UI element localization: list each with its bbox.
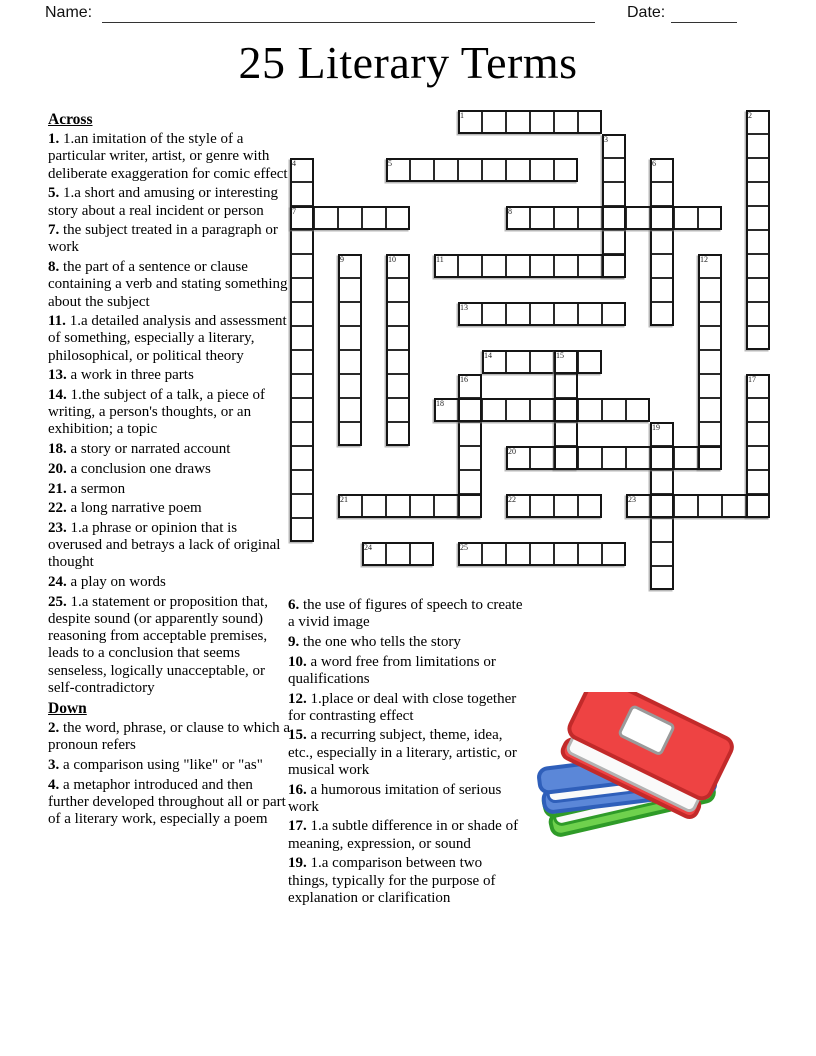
crossword-cell[interactable] [698,374,722,398]
crossword-cell[interactable] [290,446,314,470]
clue-23: 23. 1.a phrase or opinion that is overused and betrays a lack of original thought [48,519,281,571]
clue-number: 8. [48,259,63,276]
crossword-cell[interactable] [602,446,626,470]
across-clue-list [48,131,291,697]
crossword-cell[interactable] [650,158,674,182]
crossword-cell[interactable] [746,422,770,446]
clue-number: 22. [48,500,71,517]
crossword-cell[interactable] [578,446,602,470]
crossword-cell[interactable] [290,158,314,182]
clue-24: 24. a play on words [48,574,166,591]
grid-number-23: 23 [628,494,636,504]
clue-number: 10. [288,653,311,670]
crossword-cell[interactable] [386,542,410,566]
crossword-cell[interactable] [602,158,626,182]
clue-number: 14. [48,387,71,404]
crossword-cell[interactable] [506,110,530,134]
crossword-cell[interactable] [746,470,770,494]
crossword-cell[interactable] [290,374,314,398]
crossword-cell[interactable] [698,398,722,422]
crossword-cell[interactable] [650,230,674,254]
across-heading: Across [48,111,93,128]
crossword-cell[interactable] [434,254,458,278]
clue-20: 20. a conclusion one draws [48,460,211,477]
crossword-cell[interactable] [602,302,626,326]
crossword-cell[interactable] [338,302,362,326]
crossword-cell[interactable] [554,494,578,518]
grid-number-7: 7 [292,206,296,216]
grid-number-22: 22 [508,494,516,504]
crossword-cell[interactable] [554,398,578,422]
crossword-cell[interactable] [458,302,482,326]
crossword-cell[interactable] [746,230,770,254]
grid-number-6: 6 [652,158,656,168]
down-heading: Down [48,700,87,717]
crossword-cell[interactable] [458,158,482,182]
date-label: Date: [627,4,666,21]
crossword-cell[interactable] [458,374,482,398]
grid-number-9: 9 [340,254,344,264]
crossword-cell[interactable] [746,398,770,422]
crossword-cell[interactable] [698,278,722,302]
grid-number-17: 17 [748,374,756,384]
crossword-cell[interactable] [698,422,722,446]
crossword-cell[interactable] [530,446,554,470]
crossword-cell[interactable] [434,158,458,182]
crossword-cell[interactable] [458,110,482,134]
crossword-cell[interactable] [338,422,362,446]
crossword-cell[interactable] [674,206,698,230]
crossword-cell[interactable] [674,446,698,470]
crossword-cell[interactable] [626,446,650,470]
grid-number-24: 24 [364,542,372,552]
crossword-cell[interactable] [602,254,626,278]
clue-3: 3. a comparison using "like" or "as" [48,757,263,774]
crossword-cell[interactable] [650,566,674,590]
clue-7: 7. the subject treated in a paragraph or work [48,222,278,256]
crossword-cell[interactable] [458,470,482,494]
crossword-cell[interactable] [530,494,554,518]
crossword-cell[interactable] [506,542,530,566]
clue-number: 21. [48,480,71,497]
crossword-cell[interactable] [338,278,362,302]
crossword-cell[interactable] [626,398,650,422]
crossword-cell[interactable] [482,302,506,326]
clue-number: 13. [48,367,71,384]
clue-8: 8. the part of a sentence or clause containing a verb and stating something about the subject [48,259,288,310]
clue-number: 11. [48,313,70,330]
crossword-cell[interactable] [698,206,722,230]
crossword-cell[interactable] [434,398,458,422]
clue-1: 1. 1.an imitation of the style of a particular writer, artist, or genre with deliberate exaggeration for comic effect [48,131,288,182]
crossword-cell[interactable] [338,374,362,398]
crossword-cell[interactable] [458,254,482,278]
crossword-cell[interactable] [290,326,314,350]
crossword-cell[interactable] [578,494,602,518]
crossword-cell[interactable] [578,110,602,134]
crossword-cell[interactable] [554,158,578,182]
down-clue-list-part1 [48,720,291,828]
clue-number: 17. [288,818,311,835]
clue-number: 5. [48,185,63,202]
grid-number-19: 19 [652,422,660,432]
grid-number-21: 21 [340,494,348,504]
crossword-cell[interactable] [338,398,362,422]
crossword-cell[interactable] [554,110,578,134]
crossword-cell[interactable] [386,398,410,422]
crossword-cell[interactable] [530,254,554,278]
crossword-cell[interactable] [386,374,410,398]
crossword-cell[interactable] [746,134,770,158]
crossword-cell[interactable] [410,494,434,518]
crossword-cell[interactable] [650,302,674,326]
clue-16: 16. a humorous imitation of serious work [288,781,502,815]
crossword-cell[interactable] [530,302,554,326]
crossword-cell[interactable] [506,254,530,278]
crossword-cell[interactable] [530,398,554,422]
grid-number-12: 12 [700,254,708,264]
crossword-cell[interactable] [386,422,410,446]
crossword-cell[interactable] [650,182,674,206]
crossword-grid [290,110,776,592]
crossword-cell[interactable] [338,494,362,518]
crossword-cell[interactable] [746,110,770,134]
books-svg [533,692,751,844]
crossword-cell[interactable] [650,542,674,566]
clue-14: 14. 1.the subject of a talk, a piece of writing, a person's thoughts, or an exhibition; a topic [48,387,266,438]
crossword-cell[interactable] [290,206,314,230]
clue-number: 20. [48,460,71,477]
crossword-cell[interactable] [482,254,506,278]
clue-number: 25. [48,593,71,610]
crossword-cell[interactable] [578,542,602,566]
crossword-cell[interactable] [386,350,410,374]
crossword-cell[interactable] [482,398,506,422]
clue-number: 3. [48,757,63,774]
crossword-cell[interactable] [338,206,362,230]
clues-column-right [288,597,524,909]
crossword-cell[interactable] [458,446,482,470]
crossword-cell[interactable] [434,494,458,518]
crossword-cell[interactable] [602,134,626,158]
crossword-cell[interactable] [290,470,314,494]
books-illustration [533,692,751,844]
grid-number-14: 14 [484,350,492,360]
grid-number-11: 11 [436,254,444,264]
crossword-cell[interactable] [650,254,674,278]
crossword-cell[interactable] [506,398,530,422]
crossword-cell[interactable] [626,206,650,230]
grid-number-10: 10 [388,254,396,264]
date-field-line[interactable] [671,21,737,23]
crossword-cell[interactable] [746,182,770,206]
clue-number: 4. [48,776,63,793]
crossword-cell[interactable] [386,206,410,230]
crossword-cell[interactable] [314,206,338,230]
crossword-cell[interactable] [746,278,770,302]
grid-number-20: 20 [508,446,516,456]
crossword-cell[interactable] [578,398,602,422]
crossword-cell[interactable] [674,494,698,518]
crossword-cell[interactable] [746,254,770,278]
crossword-cell[interactable] [554,446,578,470]
crossword-cell[interactable] [386,494,410,518]
crossword-cell[interactable] [746,446,770,470]
clue-4: 4. a metaphor introduced and then further developed throughout all or part of a literary work, especially a poem [48,776,286,828]
crossword-cell[interactable] [530,158,554,182]
crossword-cell[interactable] [578,350,602,374]
grid-number-16: 16 [460,374,468,384]
crossword-cell[interactable] [698,254,722,278]
crossword-cell[interactable] [578,302,602,326]
crossword-cell[interactable] [650,470,674,494]
crossword-cell[interactable] [698,350,722,374]
crossword-cell[interactable] [362,494,386,518]
clue-number: 6. [288,597,303,613]
clue-number: 24. [48,574,71,591]
crossword-cell[interactable] [530,110,554,134]
crossword-cell[interactable] [530,542,554,566]
grid-number-18: 18 [436,398,444,408]
clue-number: 7. [48,222,63,239]
crossword-cell[interactable] [698,446,722,470]
page-title: 25 Literary Terms [238,37,578,88]
down-clue-list-part2 [288,597,524,907]
crossword-cell[interactable] [290,518,314,542]
crossword-cell[interactable] [746,494,770,518]
clue-number: 23. [48,519,71,536]
crossword-cell[interactable] [650,206,674,230]
clue-9: 9. the one who tells the story [288,633,461,650]
crossword-cell[interactable] [482,110,506,134]
clue-2: 2. the word, phrase, or clause to which a pronoun refers [48,720,291,754]
crossword-cell[interactable] [290,278,314,302]
crossword-cell[interactable] [290,350,314,374]
crossword-cell[interactable] [506,206,530,230]
crossword-cell[interactable] [386,254,410,278]
name-field-line[interactable] [102,21,595,23]
crossword-cell[interactable] [530,350,554,374]
crossword-cell[interactable] [650,278,674,302]
crossword-cell[interactable] [602,182,626,206]
crossword-cell[interactable] [602,398,626,422]
crossword-cell[interactable] [746,302,770,326]
crossword-cell[interactable] [386,158,410,182]
crossword-cell[interactable] [554,374,578,398]
crossword-cell[interactable] [602,206,626,230]
crossword-cell[interactable] [386,326,410,350]
name-label: Name: [45,4,93,21]
crossword-cell[interactable] [746,326,770,350]
grid-number-8: 8 [508,206,512,216]
crossword-cell[interactable] [506,494,530,518]
grid-number-2: 2 [748,110,752,120]
crossword-cell[interactable] [410,542,434,566]
crossword-cell[interactable] [698,302,722,326]
crossword-cell[interactable] [722,494,746,518]
crossword-cell[interactable] [290,182,314,206]
crossword-cell[interactable] [290,254,314,278]
crossword-cell[interactable] [290,398,314,422]
clue-number: 2. [48,720,63,737]
crossword-cell[interactable] [602,542,626,566]
grid-number-3: 3 [604,134,608,144]
clue-10: 10. a word free from limitations or qualifications [288,653,496,687]
crossword-cell[interactable] [506,302,530,326]
crossword-cell[interactable] [386,278,410,302]
crossword-cell[interactable] [482,542,506,566]
clue-number: 16. [288,781,311,798]
crossword-cell[interactable] [482,158,506,182]
clue-number: 1. [48,131,63,148]
crossword-cell[interactable] [578,206,602,230]
crossword-cell[interactable] [554,254,578,278]
crossword-cell[interactable] [650,518,674,542]
crossword-cell[interactable] [746,374,770,398]
crossword-cell[interactable] [650,422,674,446]
crossword-cell[interactable] [506,158,530,182]
clue-number: 19. [288,855,311,872]
clue-22: 22. a long narrative poem [48,500,202,517]
crossword-cell[interactable] [746,158,770,182]
crossword-cell[interactable] [626,494,650,518]
crossword-cell[interactable] [338,350,362,374]
crossword-cell[interactable] [554,350,578,374]
crossword-cell[interactable] [698,494,722,518]
grid-number-5: 5 [388,158,392,168]
clue-19: 19. 1.a comparison between two things, typically for the purpose of explanation or clarification [288,855,496,906]
crossword-cell[interactable] [290,422,314,446]
crossword-cell[interactable] [410,158,434,182]
crossword-cell[interactable] [602,230,626,254]
crossword-cell[interactable] [338,254,362,278]
grid-number-1: 1 [460,110,464,120]
crossword-cell[interactable] [506,446,530,470]
crossword-cell[interactable] [362,206,386,230]
crossword-cell[interactable] [338,326,362,350]
crossword-cell[interactable] [554,302,578,326]
clue-12: 12. 1.place or deal with close together for contrasting effect [288,690,517,724]
crossword-cell[interactable] [362,542,386,566]
clue-11: 11. 1.a detailed analysis and assessment of something, especially a literary, philosophical, or political theory [48,313,287,364]
crossword-cell[interactable] [482,350,506,374]
crossword-cell[interactable] [458,422,482,446]
crossword-cell[interactable] [554,542,578,566]
crossword-cell[interactable] [458,398,482,422]
crossword-cell[interactable] [554,422,578,446]
crossword-cell[interactable] [458,542,482,566]
grid-number-4: 4 [292,158,296,168]
clue-5: 5. 1.a short and amusing or interesting story about a real incident or person [48,185,278,219]
crossword-cell[interactable] [650,446,674,470]
clue-18: 18. a story or narrated account [48,441,231,458]
crossword-cell[interactable] [746,206,770,230]
crossword-cell[interactable] [554,206,578,230]
crossword-cell[interactable] [386,302,410,326]
clue-17: 17. 1.a subtle difference in or shade of meaning, expression, or sound [288,818,519,852]
crossword-cell[interactable] [290,302,314,326]
clue-number: 12. [288,690,311,707]
crossword-cell[interactable] [650,494,674,518]
clue-number: 18. [48,441,71,458]
clue-13: 13. a work in three parts [48,367,194,384]
crossword-cell[interactable] [290,494,314,518]
grid-number-13: 13 [460,302,468,312]
clue-15: 15. a recurring subject, theme, idea, etc., especially in a literary, artistic, or musical work [288,727,517,778]
clue-6: 6. the use of figures of speech to create a vivid image [288,597,523,631]
grid-number-15: 15 [556,350,564,360]
grid-number-25: 25 [460,542,468,552]
clue-number: 9. [288,633,303,650]
crossword-cell[interactable] [578,254,602,278]
crossword-cell[interactable] [506,350,530,374]
clue-25: 25. 1.a statement or proposition that, despite sound (or apparently sound) reasoning from acceptable premises, leads to a conclusion that seems senseless, logically unacceptable, or self-contradictory [48,593,268,696]
clue-number: 15. [288,727,311,744]
clues-column-left [48,111,291,831]
crossword-cell[interactable] [698,326,722,350]
crossword-cell[interactable] [530,206,554,230]
clue-21: 21. a sermon [48,480,126,497]
crossword-cell[interactable] [458,494,482,518]
crossword-cell[interactable] [290,230,314,254]
